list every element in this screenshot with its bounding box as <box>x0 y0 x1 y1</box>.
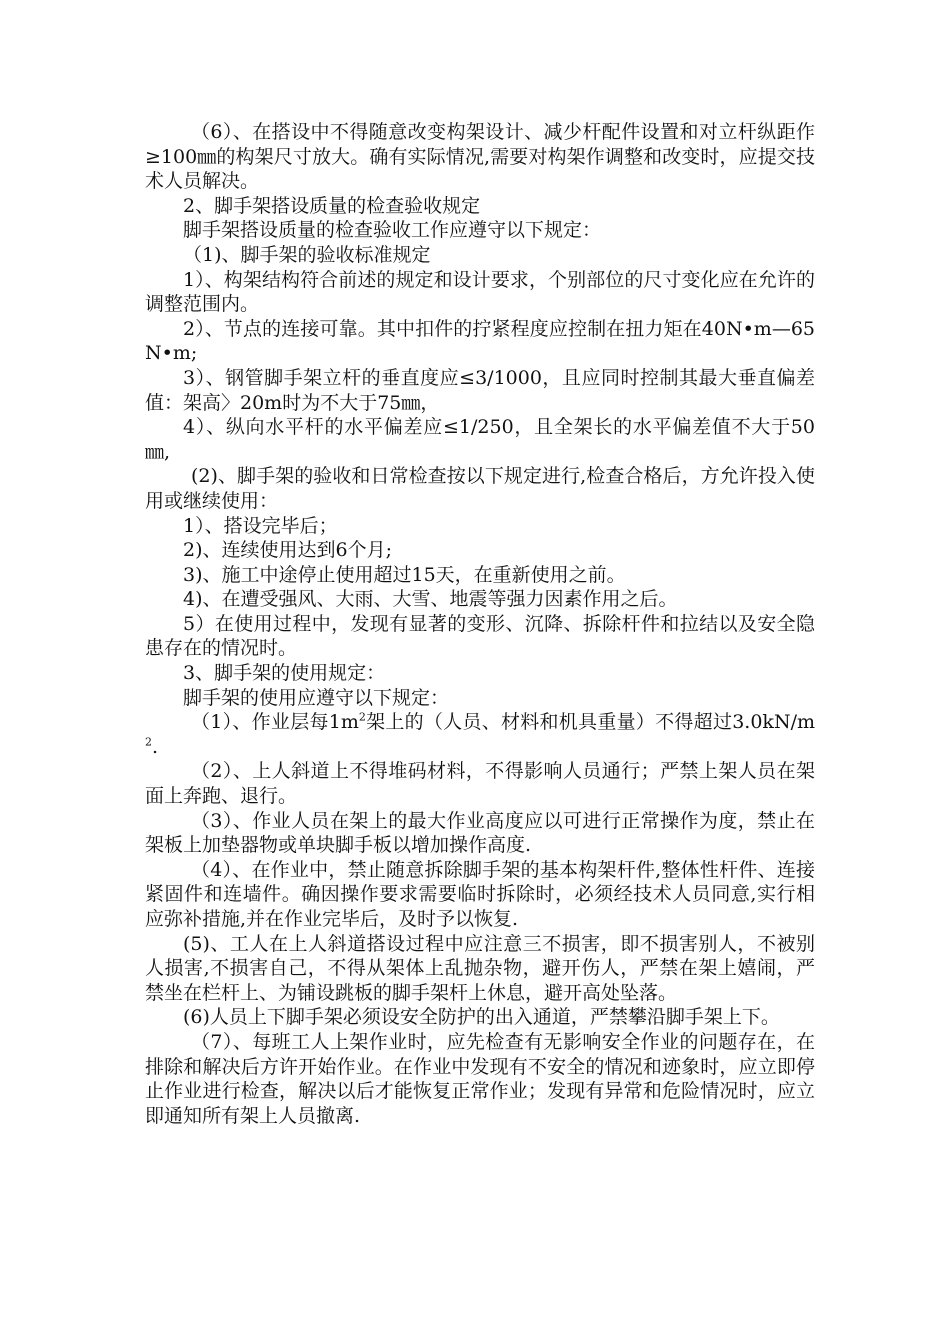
list-item-load-limit <box>145 710 815 759</box>
list-item-shift-inspection: （7）、每班工人上架作业时，应先检查有无影响安全作业的问题存在，在排除和解决后方许开始作业。在作业中发现有不安全的情况和迹象时，应立即停止作业进行检查，解决以后才能恢复正常作业；发现有异常和危险情况时，应立即通知所有架上人员撤离. <box>145 1030 815 1127</box>
subheading-acceptance-checks: (2)、脚手架的验收和日常检查按以下规定进行,检查合格后，方允许投入使用或继续使用： <box>145 465 815 512</box>
list-item-ramp-rules: （2）、上人斜道上不得堆码材料，不得影响人员通行；严禁上架人员在架面上奔跑、退行。 <box>145 760 815 808</box>
paragraph-usage-intro: 脚手架的使用应遵守以下规定： <box>183 686 450 709</box>
list-item-three-no-harm: (5)、工人在上人斜道搭设过程中应注意三不损害，即不损害别人，不被别人损害,不损害自己，不得从架体上乱抛杂物，避开伤人，严禁在架上嬉闹，严禁坐在栏杆上、为铺设跳板的脚手架杆上休息，避开高处坠落。 <box>145 932 815 1004</box>
list-item-access-passage: (6)人员上下脚手架必须设安全防护的出入通道，严禁攀沿脚手架上下。 <box>183 1006 780 1029</box>
list-item-joints: 2）、节点的连接可靠。其中扣件的拧紧程度应控制在扭力矩在40N•m—65N•m; <box>145 317 815 365</box>
list-item-no-dismantling: （4）、在作业中，禁止随意拆除脚手架的基本构架杆件,整体性杆件、连接紧固件和连墙件。确因操作要求需要临时拆除时，必须经技术人员同意,实行相应弥补措施,并在作业完毕后，及时予以恢复. <box>145 858 815 930</box>
document-page <box>145 120 815 1128</box>
list-item-after-erection: 1）、搭设完毕后； <box>183 514 338 537</box>
section-heading-usage: 3、脚手架的使用规定： <box>183 662 386 685</box>
list-item-verticality: 3）、钢管脚手架立杆的垂直度应≤3/1000，且应同时控制其最大垂直偏差值：架高〉20m时为不大于75㎜， <box>145 366 815 414</box>
list-item-structure: 1）、构架结构符合前述的规定和设计要求，个别部位的尺寸变化应在允许的调整范围内。 <box>145 268 815 316</box>
section-heading-inspection: 2、脚手架搭设质量的检查验收规定 <box>183 194 481 217</box>
list-item-fifteen-days: 3)、施工中途停止使用超过15天，在重新使用之前。 <box>183 563 626 586</box>
subheading-acceptance-standard: （1)、脚手架的验收标准规定 <box>183 243 431 266</box>
paragraph-inspection-intro: 脚手架搭设质量的检查验收工作应遵守以下规定： <box>183 219 602 242</box>
list-item-six-months: 2)、连续使用达到6个月; <box>183 539 392 562</box>
paragraph-6-no-arbitrary-changes: （6）、在搭设中不得随意改变构架设计、减少杆配件设置和对立杆纵距作≥100㎜的构架尺寸放大。确有实际情况,需要对构架作调整和改变时，应提交技术人员解决。 <box>145 121 815 193</box>
list-item-horizontal-deviation: 4）、纵向水平杆的水平偏差应≤1/250，且全架长的水平偏差值不大于50㎜, <box>145 416 815 463</box>
load-limit-text-before: （1）、作业层每1m <box>191 711 359 734</box>
list-item-extreme-weather: 4)、在遭受强风、大雨、大雪、地震等强力因素作用之后。 <box>183 588 678 611</box>
list-item-work-height: （3）、作业人员在架上的最大作业高度应以可进行正常操作为度，禁止在架板上加垫器物或单块脚手板以增加操作高度. <box>145 809 815 857</box>
square-superscript-1: 2 <box>358 710 366 724</box>
load-limit-text-middle: 架上的（人员、材料和机具重量）不得超过3.0kN/m <box>365 711 815 734</box>
square-superscript-2: 2 <box>145 735 152 749</box>
load-limit-text-after: . <box>152 735 159 758</box>
list-item-deformation: 5）在使用过程中，发现有显著的变形、沉降、拆除杆件和拉结以及安全隐患存在的情况时。 <box>145 612 815 660</box>
